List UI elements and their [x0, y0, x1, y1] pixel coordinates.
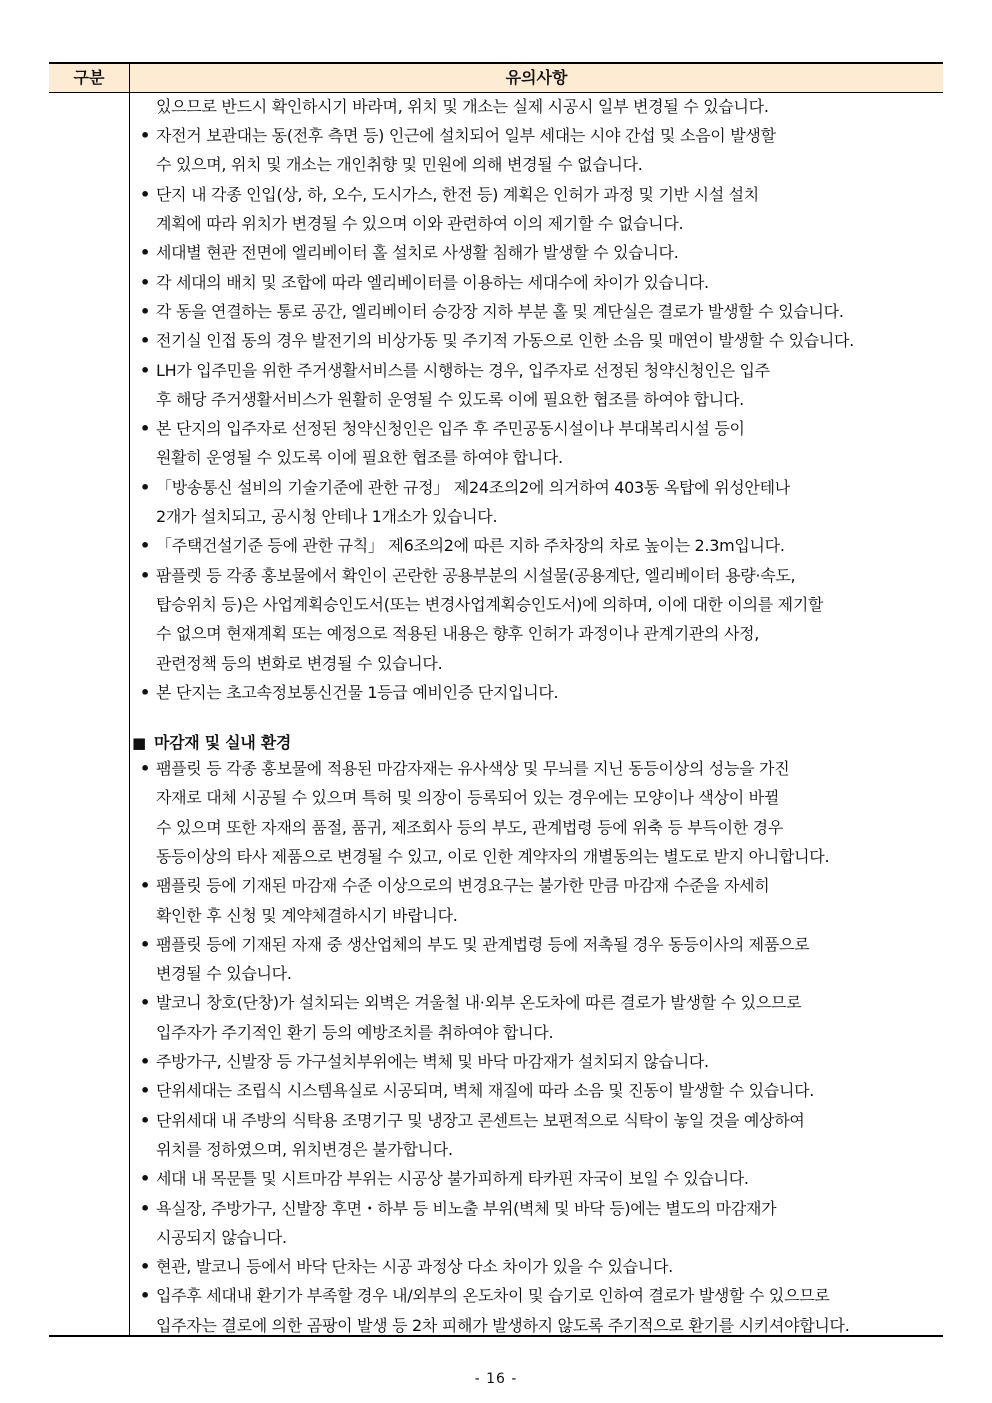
bullet-icon: •: [140, 302, 150, 321]
bullet-item: • 각 동을 연결하는 통로 공간, 엘리베이터 승강장 지하 부분 홀 및 계단실은 결로가 발생할 수 있습니다.: [130, 297, 941, 326]
page-number: - 16 -: [474, 1371, 518, 1387]
bullet-item: • 현관, 발코니 등에서 바닥 단차는 시공 과정상 다소 차이가 있을 수 있습니다.: [130, 1252, 941, 1281]
bullet-icon: •: [140, 478, 150, 497]
text-line: 원활히 운영될 수 있도록 이에 필요한 협조를 하여야 합니다.: [156, 448, 563, 467]
bullet-icon: •: [140, 1081, 150, 1100]
bullet-item: • 「주택건설기준 등에 관한 규칙」 제6조의2에 따른 지하 주차장의 차로 높이는 2.3m입니다.: [130, 531, 941, 560]
section-heading: ■ 마감재 및 실내 환경: [130, 728, 941, 757]
text-line: 계획에 따라 위치가 변경될 수 있으며 이와 관련하여 이의 제기할 수 없습니다.: [156, 214, 684, 233]
bullet-icon: •: [140, 331, 150, 350]
bullet-item: • 욕실장, 주방가구, 신발장 후면・하부 등 비노출 부위(벽체 및 바닥 등)에는 별도의 마감재가: [130, 1194, 941, 1223]
bullet-item: • 팸플릿 등에 기재된 마감재 수준 이상으로의 변경요구는 불가한 만큼 마감재 수준을 자세히: [130, 871, 941, 900]
text-line: 동등이상의 타사 제품으로 변경될 수 있고, 이로 인한 계약자의 개별동의는 별도로 받지 아니합니다.: [156, 847, 830, 866]
text-line: 입주자는 결로에 의한 곰팡이 발생 등 2차 피해가 발생하지 않도록 주기적으로 환기를 시키셔야합니다.: [156, 1316, 850, 1335]
bullet-icon: •: [140, 536, 150, 555]
bullet-icon: •: [140, 1257, 150, 1276]
text-line: 관련정책 등의 변화로 변경될 수 있습니다.: [156, 654, 443, 673]
text-line: 위치를 정하였으며, 위치변경은 불가합니다.: [156, 1140, 453, 1159]
bullet-item: • 발코니 창호(단창)가 설치되는 외벽은 겨울철 내·외부 온도차에 따른 결로가 발생할 수 있으므로: [130, 988, 941, 1017]
bullet-icon: •: [140, 1286, 150, 1305]
bullet-icon: •: [140, 683, 150, 702]
bullet-item: • 「방송통신 설비의 기술기준에 관한 규정」 제24조의2에 의거하여 403동 옥탑에 위성안테나: [130, 473, 941, 502]
bullet-item: • 입주후 세대내 환기가 부족할 경우 내/외부의 온도차이 및 습기로 인하여 결로가 발생할 수 있으므로: [130, 1281, 941, 1310]
bullet-item: • 자전거 보관대는 동(전후 측면 등) 인근에 설치되어 일부 세대는 시야 간섭 및 소음이 발생할: [130, 121, 941, 150]
bullet-item: • LH가 입주민을 위한 주거생활서비스를 시행하는 경우, 입주자로 선정된 청약신청인은 입주: [130, 356, 941, 385]
bullet-item: • 단위세대 내 주방의 식탁용 조명기구 및 냉장고 콘센트는 보편적으로 식탁이 놓일 것을 예상하여: [130, 1106, 941, 1135]
text-line: 2개가 설치되고, 공시청 안테나 1개소가 있습니다.: [156, 507, 498, 526]
bullet-icon: •: [140, 126, 150, 145]
header-notes: 유의사항: [505, 68, 568, 87]
bullet-item: • 단위세대는 조립식 시스템욕실로 시공되며, 벽체 재질에 따라 소음 및 진동이 발생할 수 있습니다.: [130, 1076, 941, 1105]
bullet-item: • 팸플릿 등에 기재된 자재 중 생산업체의 부도 및 관계법령 등에 저촉될 경우 동등이사의 제품으로: [130, 930, 941, 959]
bullet-icon: •: [140, 1169, 150, 1188]
square-icon: ■: [132, 734, 146, 752]
bullet-icon: •: [140, 1111, 150, 1130]
bullet-icon: •: [140, 1052, 150, 1071]
text-line: 수 없으며 현재계획 또는 예정으로 적용된 내용은 향후 인허가 과정이나 관계기관의 사정,: [156, 624, 760, 643]
text-line: 탑승위치 등)은 사업계획승인도서(또는 변경사업계획승인도서)에 의하며, 이에 대한 이의를 제기할: [156, 595, 824, 614]
bullet-icon: •: [140, 361, 150, 380]
text-line: 수 있으며 또한 자재의 품절, 품귀, 제조회사 등의 부도, 관계법령 등에 위축 등 부득이한 경우: [156, 818, 783, 837]
bullet-item: • 본 단지는 초고속정보통신건물 1등급 예비인증 단지입니다.: [130, 678, 941, 707]
text-line: 수 있으며, 위치 및 개소는 개인취향 및 민원에 의해 변경될 수 없습니다.: [156, 155, 643, 174]
bullet-icon: •: [140, 243, 150, 262]
bullet-item: • 각 세대의 배치 및 조합에 따라 엘리베이터를 이용하는 세대수에 차이가 있습니다.: [130, 268, 941, 297]
table-header: [49, 64, 943, 93]
bullet-icon: •: [140, 993, 150, 1012]
bullet-icon: •: [140, 566, 150, 585]
bullet-icon: •: [140, 1199, 150, 1218]
text-line: 변경될 수 있습니다.: [156, 964, 292, 983]
bullet-icon: •: [140, 759, 150, 778]
bullet-icon: •: [140, 876, 150, 895]
bullet-item: • 주방가구, 신발장 등 가구설치부위에는 벽체 및 바닥 마감재가 설치되지 않습니다.: [130, 1047, 941, 1076]
header-category: 구분: [73, 68, 105, 87]
text-line: 시공되지 않습니다.: [156, 1228, 287, 1247]
text-line: 확인한 후 신청 및 계약체결하시기 바랍니다.: [156, 906, 458, 925]
bullet-icon: •: [140, 185, 150, 204]
notice-table: [49, 62, 943, 1337]
notes-column: [130, 93, 943, 1335]
bullet-item: • 팸플릿 등 각종 홍보물에 적용된 마감자재는 유사색상 및 무늬를 지닌 동등이상의 성능을 가진: [130, 754, 941, 783]
bullet-icon: •: [140, 419, 150, 438]
text-line: 자재로 대체 시공될 수 있으며 특허 및 의장이 등록되어 있는 경우에는 모양이나 색상이 바뀔: [156, 788, 779, 807]
bullet-item: • 세대별 현관 전면에 엘리베이터 홀 설치로 사생활 침해가 발생할 수 있습니다.: [130, 238, 941, 267]
bullet-item: • 전기실 인접 동의 경우 발전기의 비상가동 및 주기적 가동으로 인한 소음 및 매연이 발생할 수 있습니다.: [130, 326, 941, 355]
text-line: 있으므로 반드시 확인하시기 바라며, 위치 및 개소는 실제 시공시 일부 변경될 수 있습니다.: [156, 97, 769, 116]
bullet-item: • 세대 내 목문틀 및 시트마감 부위는 시공상 불가피하게 타카핀 자국이 보일 수 있습니다.: [130, 1164, 941, 1193]
bullet-icon: •: [140, 935, 150, 954]
text-line: 후 해당 주거생활서비스가 원활히 운영될 수 있도록 이에 필요한 협조를 하여야 합니다.: [156, 390, 744, 409]
bullet-icon: •: [140, 273, 150, 292]
bullet-item: • 본 단지의 입주자로 선정된 청약신청인은 입주 후 주민공동시설이나 부대복리시설 등이: [130, 414, 941, 443]
bullet-item: • 단지 내 각종 인입(상, 하, 오수, 도시가스, 한전 등) 계획은 인허가 과정 및 기반 시설 설치: [130, 180, 941, 209]
bullet-item: • 팜플렛 등 각종 홍보물에서 확인이 곤란한 공용부분의 시설물(공용계단, 엘리베이터 용량·속도,: [130, 561, 941, 590]
text-line: 입주자가 주기적인 환기 등의 예방조치를 취하여야 합니다.: [156, 1023, 554, 1042]
